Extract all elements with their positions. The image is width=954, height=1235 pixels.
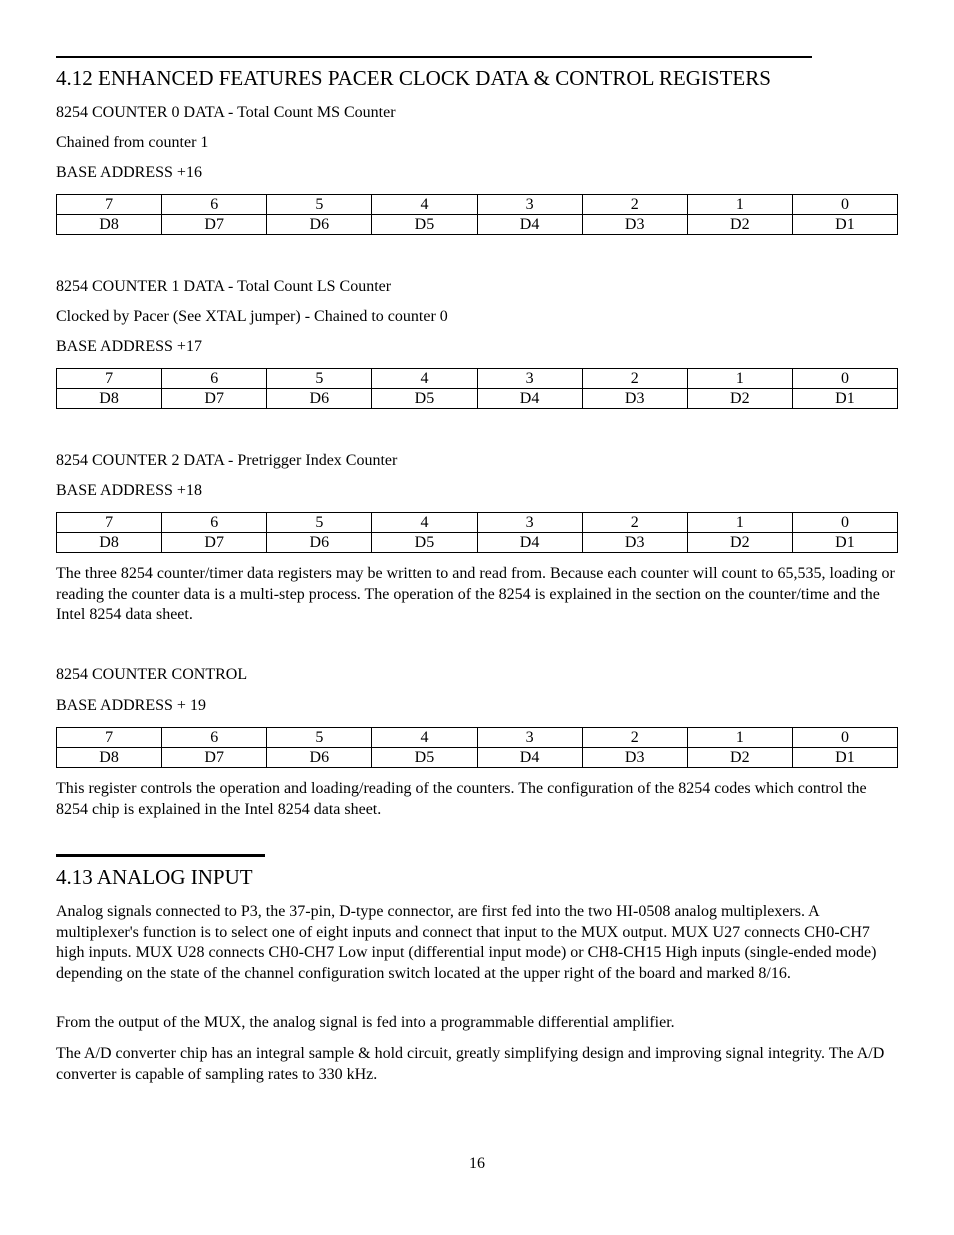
analog-input-paragraph-2: From the output of the MUX, the analog signal is fed into a programmable differential amplifier. — [56, 1014, 675, 1031]
data-cell: D1 — [792, 748, 897, 768]
data-cell: D5 — [372, 748, 477, 768]
bit-cell: 1 — [687, 195, 792, 215]
bit-cell: 0 — [792, 369, 897, 389]
bit-cell: 2 — [582, 195, 687, 215]
data-cell: D4 — [477, 533, 582, 553]
counter0-note: Chained from counter 1 — [56, 134, 209, 151]
register-table-counter2 — [56, 512, 898, 553]
bit-cell: 0 — [792, 513, 897, 533]
register-table-counter1 — [56, 368, 898, 409]
data-bit-row — [57, 389, 898, 409]
data-cell: D8 — [57, 389, 162, 409]
data-cell: D4 — [477, 748, 582, 768]
section-rule-4-13 — [56, 854, 265, 857]
bit-cell: 4 — [372, 728, 477, 748]
bit-cell: 0 — [792, 728, 897, 748]
bit-cell: 7 — [57, 369, 162, 389]
bit-cell: 5 — [267, 195, 372, 215]
data-bit-row — [57, 748, 898, 768]
data-cell: D4 — [477, 389, 582, 409]
data-cell: D5 — [372, 215, 477, 235]
control-address: BASE ADDRESS + 19 — [56, 697, 206, 714]
data-cell: D5 — [372, 533, 477, 553]
bit-number-row — [57, 728, 898, 748]
data-registers-paragraph: The three 8254 counter/timer data registers may be written to and read from. Because each counter will count to 65,535, loading or reading the counter data is a multi-step process. The operation of the 8254 is explained in the section on the counter/time and the Intel 8254 data sheet. — [56, 565, 895, 623]
data-cell: D8 — [57, 533, 162, 553]
counter0-title: 8254 COUNTER 0 DATA - Total Count MS Counter — [56, 104, 396, 121]
data-cell: D3 — [582, 533, 687, 553]
bit-cell: 1 — [687, 728, 792, 748]
data-cell: D2 — [687, 533, 792, 553]
page-number: 16 — [469, 1155, 485, 1172]
bit-cell: 5 — [267, 728, 372, 748]
bit-cell: 7 — [57, 728, 162, 748]
section-heading-4-12: 4.12 ENHANCED FEATURES PACER CLOCK DATA & CONTROL REGISTERS — [56, 66, 771, 90]
counter1-address: BASE ADDRESS +17 — [56, 338, 202, 355]
bit-cell: 3 — [477, 728, 582, 748]
analog-input-paragraph-1: Analog signals connected to P3, the 37-pin, D-type connector, are first fed into the two HI-0508 analog multiplexers. A multiplexer's function is to select one of eight inputs and connect that input to the MUX output. MUX U27 connects CH0-CH7 high inputs. MUX U28 connects CH0-CH7 Low input (differential input mode) or CH8-CH15 High inputs (single-ended mode) depending on the state of the channel configuration switch located at the upper right of the board and marked 8/16. — [56, 903, 877, 982]
bit-number-row — [57, 369, 898, 389]
register-table-control — [56, 727, 898, 768]
data-cell: D6 — [267, 533, 372, 553]
bit-number-row — [57, 513, 898, 533]
bit-cell: 6 — [162, 195, 267, 215]
bit-cell: 0 — [792, 195, 897, 215]
data-cell: D7 — [162, 389, 267, 409]
data-cell: D7 — [162, 533, 267, 553]
bit-cell: 1 — [687, 369, 792, 389]
data-bit-row — [57, 533, 898, 553]
data-cell: D1 — [792, 533, 897, 553]
data-cell: D6 — [267, 748, 372, 768]
data-cell: D3 — [582, 215, 687, 235]
data-cell: D8 — [57, 748, 162, 768]
data-cell: D2 — [687, 215, 792, 235]
bit-cell: 3 — [477, 195, 582, 215]
bit-cell: 1 — [687, 513, 792, 533]
counter1-title: 8254 COUNTER 1 DATA - Total Count LS Counter — [56, 278, 392, 295]
bit-number-row — [57, 195, 898, 215]
bit-cell: 6 — [162, 513, 267, 533]
data-cell: D6 — [267, 215, 372, 235]
bit-cell: 6 — [162, 728, 267, 748]
data-cell: D2 — [687, 389, 792, 409]
data-bit-row — [57, 215, 898, 235]
bit-cell: 2 — [582, 728, 687, 748]
data-cell: D2 — [687, 748, 792, 768]
bit-cell: 2 — [582, 513, 687, 533]
data-cell: D1 — [792, 389, 897, 409]
bit-cell: 5 — [267, 513, 372, 533]
bit-cell: 2 — [582, 369, 687, 389]
counter0-address: BASE ADDRESS +16 — [56, 164, 202, 181]
data-cell: D5 — [372, 389, 477, 409]
counter2-address: BASE ADDRESS +18 — [56, 482, 202, 499]
data-cell: D8 — [57, 215, 162, 235]
bit-cell: 4 — [372, 513, 477, 533]
bit-cell: 4 — [372, 195, 477, 215]
bit-cell: 7 — [57, 195, 162, 215]
bit-cell: 5 — [267, 369, 372, 389]
bit-cell: 7 — [57, 513, 162, 533]
section-rule-top — [56, 56, 812, 58]
data-cell: D3 — [582, 748, 687, 768]
counter1-note: Clocked by Pacer (See XTAL jumper) - Chained to counter 0 — [56, 308, 448, 325]
register-table-counter0 — [56, 194, 898, 235]
bit-cell: 3 — [477, 513, 582, 533]
counter2-title: 8254 COUNTER 2 DATA - Pretrigger Index Counter — [56, 452, 398, 469]
data-cell: D3 — [582, 389, 687, 409]
data-cell: D6 — [267, 389, 372, 409]
data-cell: D1 — [792, 215, 897, 235]
bit-cell: 3 — [477, 369, 582, 389]
bit-cell: 4 — [372, 369, 477, 389]
control-title: 8254 COUNTER CONTROL — [56, 666, 248, 683]
analog-input-paragraph-3: The A/D converter chip has an integral sample & hold circuit, greatly simplifying design and improving signal integrity. The A/D converter is capable of sampling rates to 330 kHz. — [56, 1045, 885, 1083]
bit-cell: 6 — [162, 369, 267, 389]
data-cell: D4 — [477, 215, 582, 235]
data-cell: D7 — [162, 215, 267, 235]
control-register-paragraph: This register controls the operation and loading/reading of the counters. The configuration of the 8254 codes which control the 8254 chip is explained in the Intel 8254 data sheet. — [56, 780, 867, 818]
data-cell: D7 — [162, 748, 267, 768]
section-heading-4-13: 4.13 ANALOG INPUT — [56, 865, 253, 889]
